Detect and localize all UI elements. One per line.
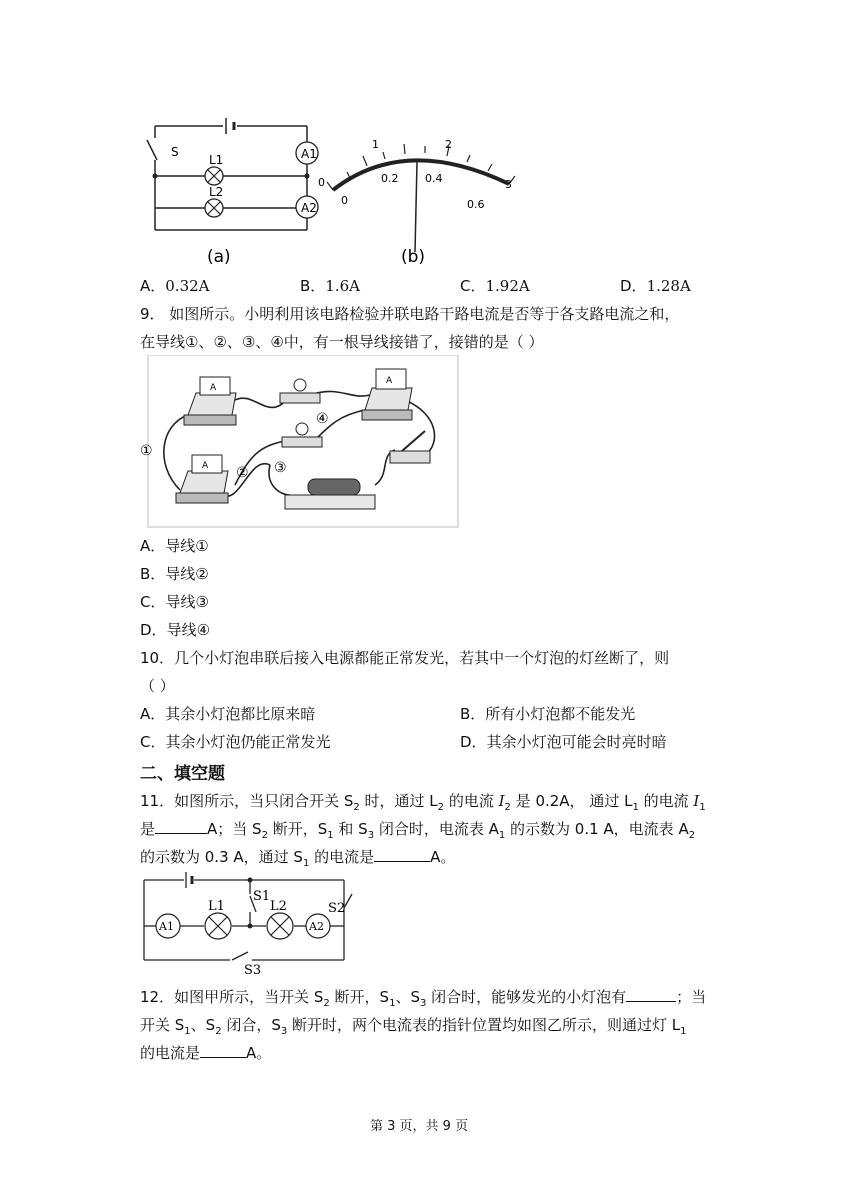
ammeter-A1-label: A1	[159, 920, 174, 933]
lamp-L2-symbol	[205, 199, 223, 217]
q11-sub: 2	[353, 802, 360, 813]
page-footer: 第 3 页，共 9 页	[370, 1119, 469, 1134]
q12-text: ；当	[676, 988, 707, 1006]
lamp-L1-symbol	[205, 913, 231, 939]
option-letter: B．	[300, 277, 326, 295]
q12-sub: 3	[280, 1026, 288, 1037]
q11-text: 的示数为 0.3 A，通过 S	[140, 848, 303, 866]
q11-sub: 2	[261, 830, 268, 841]
q12-text: 的电流是	[140, 1044, 201, 1062]
q12-sub: 1	[680, 1026, 687, 1037]
q11-sub: 2	[504, 802, 511, 813]
q11-sub: 2	[688, 830, 696, 841]
dial-bottom-tick-3: 0.6	[467, 198, 485, 211]
switch-S-label: S	[171, 145, 179, 159]
q10-option-a	[140, 703, 315, 724]
ammeter-dial-b	[315, 132, 525, 268]
option-letter: A．	[140, 537, 166, 555]
answer-blank[interactable]	[200, 1043, 246, 1058]
dial-top-tick-1: 1	[372, 138, 379, 151]
q12-sub: 1	[389, 998, 396, 1009]
q8-option-a	[140, 275, 210, 296]
wire-1-label: ①	[140, 443, 153, 459]
q12-text: A。	[246, 1044, 272, 1062]
circuit-diagram-a	[135, 108, 325, 268]
junction-dot	[248, 878, 253, 883]
q12-text: 12．如图甲所示，当开关 S	[140, 988, 324, 1006]
dial-bottom-tick-2: 0.4	[425, 172, 443, 185]
q11-sub: 1	[632, 802, 639, 813]
q12-sub: 1	[184, 1026, 191, 1037]
option-text: 导线③	[165, 593, 209, 611]
switch-S2-label: S2	[328, 901, 346, 916]
option-letter: C．	[140, 733, 166, 751]
option-letter: D．	[620, 277, 647, 295]
q11-line1	[140, 790, 706, 813]
q10-stem-line1: 10．几个小灯泡串联后接入电源都能正常发光，若其中一个灯泡的灯丝断了，则	[140, 649, 670, 667]
q11-sub: 1	[302, 858, 310, 869]
wire-3-label: ③	[274, 460, 287, 476]
switch-S3-label: S3	[244, 963, 262, 978]
q12-line2	[140, 1014, 687, 1037]
option-letter: B．	[460, 705, 486, 723]
junction-dot	[153, 174, 158, 179]
q10-stem-line2: （ ）	[140, 677, 175, 695]
q12-line3	[140, 1042, 271, 1063]
option-text: 0.32A	[165, 277, 210, 295]
q11-text: 的示数为 0.1 A，电流表 A	[505, 820, 689, 838]
q12-sub: 3	[419, 998, 427, 1009]
q12-text: 闭合，S	[221, 1016, 281, 1034]
q11-sub: 1	[498, 830, 506, 841]
lamp-L2-label: L2	[209, 185, 224, 199]
option-text: 其余小灯泡仍能正常发光	[165, 733, 331, 751]
option-text: 导线①	[165, 537, 209, 555]
q12-text: 断开时，两个电流表的指针位置均如图乙所示，则通过灯 L	[287, 1016, 681, 1034]
q11-text: 闭合时，电流表 A	[374, 820, 499, 838]
q12-text: 开关 S	[140, 1016, 185, 1034]
q11-text: 的电流	[638, 792, 694, 810]
q11-var: I	[498, 792, 505, 810]
figure-b-caption: (b)	[401, 247, 426, 267]
q9-option-c	[140, 591, 209, 612]
option-text: 导线④	[166, 621, 211, 639]
q11-circuit-diagram	[140, 868, 360, 978]
option-text: 1.6A	[325, 277, 360, 295]
option-text: 1.92A	[485, 277, 530, 295]
q11-text: 的电流是	[309, 848, 375, 866]
lamp-L2-label: L2	[270, 899, 287, 914]
ammeter-top-right-label: A	[386, 376, 393, 386]
q8-option-c	[460, 275, 530, 296]
q8-option-b	[300, 275, 360, 296]
dial-needle	[415, 162, 417, 252]
ammeter-A1-label: A1	[301, 147, 317, 161]
dial-arc	[333, 160, 509, 190]
option-letter: C．	[460, 277, 486, 295]
option-letter: B．	[140, 565, 166, 583]
q11-text: 和 S	[333, 820, 368, 838]
q11-text: A；当 S	[207, 820, 262, 838]
lamp-L1-symbol	[205, 167, 223, 185]
wire-2-label: ②	[236, 465, 249, 481]
q12-line1	[140, 986, 706, 1009]
q11-sub: 2	[437, 802, 445, 813]
option-letter: A．	[140, 277, 166, 295]
q11-var: I	[693, 792, 700, 810]
option-text: 其余小灯泡都比原来暗	[165, 705, 316, 723]
answer-blank[interactable]	[626, 987, 676, 1002]
q11-sub: 1	[327, 830, 334, 841]
lamp-L1-label: L1	[208, 899, 225, 914]
q9-option-b	[140, 563, 209, 584]
junction-dot	[248, 924, 253, 929]
q11-line2	[140, 818, 695, 841]
wire-4-label: ④	[316, 411, 329, 427]
q11-text: 11．如图所示，当只闭合开关 S	[140, 792, 354, 810]
option-text: 导线②	[165, 565, 209, 583]
dial-top-tick-2: 2	[445, 138, 452, 151]
q9-stem-line1: 9． 如图所示。小明利用该电路检验并联电路干路电流是否等于各支路电流之和，	[140, 305, 680, 323]
ammeter-A2-label: A2	[301, 201, 317, 215]
q9-option-d	[140, 619, 210, 640]
answer-blank[interactable]	[374, 847, 430, 862]
q11-text: 时，通过 L	[359, 792, 438, 810]
q10-option-b	[460, 703, 635, 724]
option-text: 1.28A	[646, 277, 691, 295]
dial-top-tick-3: 3	[505, 178, 512, 191]
answer-blank[interactable]	[155, 819, 207, 834]
q11-text: 断开，S	[267, 820, 328, 838]
q11-text: 是	[140, 820, 156, 838]
q11-text: 的电流	[444, 792, 499, 810]
ammeter-A2-label: A2	[309, 920, 324, 933]
lamp-L2-symbol	[267, 913, 293, 939]
dial-bottom-tick-1: 0.2	[381, 172, 399, 185]
q10-option-d	[460, 731, 667, 752]
q11-sub: 1	[699, 802, 706, 813]
q9-option-a	[140, 535, 209, 556]
option-letter: A．	[140, 705, 166, 723]
section-title: 二、填空题	[140, 764, 225, 784]
q11-sub: 3	[367, 830, 375, 841]
option-letter: D．	[140, 621, 167, 639]
junction-dot	[305, 174, 310, 179]
figure-a-caption: (a)	[207, 247, 231, 267]
option-text: 所有小灯泡都不能发光	[485, 705, 636, 723]
q12-sub: 2	[323, 998, 330, 1009]
q12-text: 、S	[190, 1016, 216, 1034]
q12-text: 断开，S	[329, 988, 390, 1006]
option-letter: D．	[460, 733, 487, 751]
q9-circuit-photo	[140, 355, 460, 529]
option-letter: C．	[140, 593, 166, 611]
q12-text: 、S	[395, 988, 420, 1006]
dial-top-tick-0: 0	[318, 176, 325, 189]
option-text: 其余小灯泡可能会时亮时暗	[486, 733, 667, 751]
q12-text: 闭合时，能够发光的小灯泡有	[426, 988, 627, 1006]
switch-S1-label: S1	[253, 889, 271, 904]
ammeter-bottom-left-label: A	[202, 461, 209, 471]
q12-sub: 2	[215, 1026, 222, 1037]
ammeter-top-left-label: A	[210, 383, 217, 393]
q11-line3	[140, 846, 455, 869]
q11-text: 是 0.2A， 通过 L	[510, 792, 633, 810]
q10-option-c	[140, 731, 331, 752]
dial-bottom-tick-0: 0	[341, 194, 348, 207]
lamp-L1-label: L1	[209, 153, 224, 167]
q11-text: A。	[430, 848, 456, 866]
q9-stem-line2: 在导线①、②、③、④中，有一根导线接错了，接错的是（ ）	[140, 333, 544, 351]
q8-option-d	[620, 275, 691, 296]
